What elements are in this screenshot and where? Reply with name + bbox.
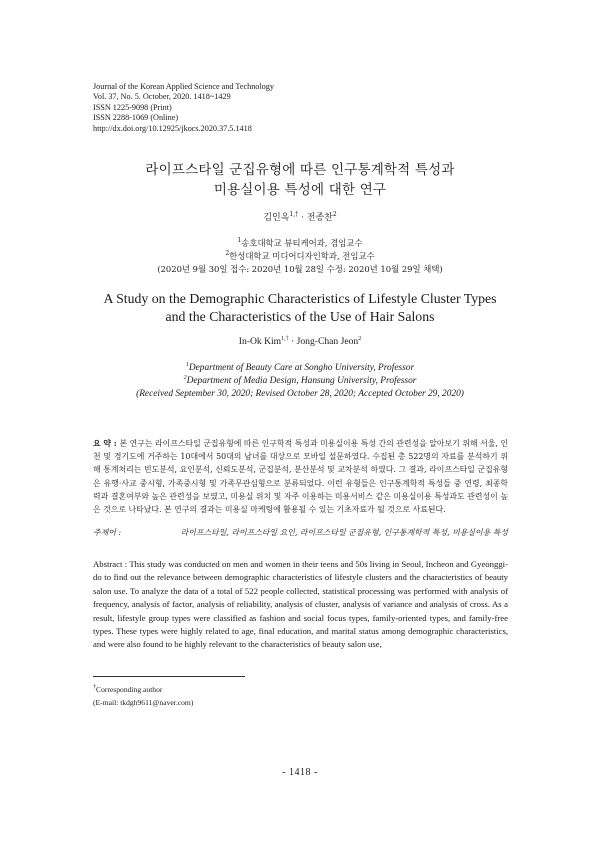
english-abstract [93, 558, 508, 652]
english-affil2 [40, 375, 560, 388]
journal-volume: Vol. 37, No. 5. October, 2020. 1418~1429 [93, 92, 231, 102]
korean-dates: (2020년 9월 30일 접수: 2020년 10월 28일 수정: 2020년 10월 29일 채택) [157, 264, 443, 274]
english-author1: In-Ok Kim [238, 336, 282, 347]
doi-link[interactable]: http://dx.doi.org/10.12925/jkocs.2020.37.5.1418 [93, 123, 252, 133]
english-affil2-sup: 2 [183, 374, 187, 381]
korean-authors [40, 210, 560, 223]
english-abstract-text: This study was conducted on men and women in their teens and 50s living in Seoul, Incheon and Gyeonggi-do to find out the relevance between demographic characteristics of lifestyle clusters and the characteristics of beauty salon use. To analyze the data of a total of 522 people collected, statistical processing was performed with analysis of frequency, analysis of factor, analysis of reliability, analysis of cluster, analysis of variance and analysis of cross. As a result, lifestyle group types were classified as fashion and social focus types, family-oriented types, and family-free types. These types were highly related to age, final education, and marital status among demographic characteristics, and were also found to be highly relevant to the characteristics of beauty salon use, [93, 559, 508, 650]
korean-title-line2: 미용실이용 특성에 대한 연구 [213, 182, 387, 198]
author-separator: · [298, 213, 307, 223]
issn-online: ISSN 2288-1069 (Online) [93, 113, 179, 123]
english-author2: Jong-Chan Jeon [296, 336, 359, 347]
korean-author1-sup: 1,† [289, 211, 299, 218]
korean-affil2 [40, 250, 560, 263]
korean-keywords [93, 527, 508, 538]
english-author-separator: · [288, 336, 297, 347]
korean-abstract-text: 본 연구는 라이프스타일 군집유형에 따른 인구학적 특성과 미용실이용 특성 간의 관련성을 알아보기 위해 서울, 인천 및 경기도에 거주하는 10대에서 50대의 남녀를 대상으로 모바일 설문하였다. 수집된 총 522명의 자료를 분석하기 위해 통계처리는 빈도분석, 요인분석, 신뢰도분석, 군집분석, 분산분석 및 교차분석 하였다. 그 결과, 라이프스타일 군집유형은 유행·사교 중시형, 가족중시형 및 가족무관심형으로 분류되었다. 이런 유형들은 인구통계학적 특성들 중 연령, 최종학력과 결혼여부와 높은 관련성을 보였고, 미용실 위치 및 자주 이용하는 미용서비스 같은 미용실이용 특성과도 관련성이 높은 것으로 나타났다. 본 연구의 결과는 미용실 마케팅에 활용될 수 있는 기초자료가 될 것으로 사료된다. [93, 439, 508, 515]
korean-affiliations [40, 237, 560, 276]
keywords-label: 주제어 : [93, 528, 122, 537]
english-affil1-sup: 1 [185, 361, 189, 368]
korean-author1: 김인옥 [263, 213, 290, 223]
korean-author2-sup: 2 [332, 211, 337, 218]
footnote [93, 683, 193, 709]
korean-affil1-text: 송호대학교 뷰티케어과, 겸임교수 [241, 238, 363, 248]
english-author2-sup: 2 [358, 335, 362, 342]
korean-abstract [93, 437, 508, 516]
english-affil1-text: Department of Beauty Care at Songho University, Professor [188, 363, 415, 373]
korean-title-line1: 라이프스타일 군집유형에 따른 인구통계학적 특성과 [145, 162, 455, 178]
journal-header [93, 82, 274, 134]
keywords-text: 라이프스타일, 라이프스타일 요인, 라이프스타일 군집유형, 인구통계학적 특성, 미용실이용 특성 [180, 528, 508, 537]
footnote-line1: Corresponding author [96, 685, 163, 694]
english-authors [40, 336, 560, 347]
english-affil2-text: Department of Media Design, Hansung University, Professor [186, 376, 417, 386]
footnote-divider [93, 676, 245, 677]
korean-affil1-sup: 1 [237, 237, 242, 245]
page-number: - 1418 - [282, 767, 318, 778]
footnote-mark: † [93, 684, 96, 691]
english-author1-sup: 1,† [281, 335, 289, 342]
korean-affil2-sup: 2 [225, 250, 230, 258]
korean-title [40, 160, 560, 200]
korean-abstract-label: 요 약 : [93, 439, 120, 448]
english-affiliations [40, 362, 560, 401]
korean-affil2-text: 한성대학교 미디어디자인학과, 전임교수 [229, 251, 375, 261]
footnote-corresponding [93, 683, 193, 696]
english-affil1 [40, 362, 560, 375]
korean-author2: 전종찬 [306, 213, 333, 223]
english-dates: (Received September 30, 2020; Revised October 28, 2020; Accepted October 29, 2020) [136, 389, 464, 399]
english-title [40, 290, 560, 326]
footnote-email: (E-mail: tkdgh9611@naver.com) [93, 698, 194, 707]
english-abstract-label: Abstract : [93, 559, 130, 569]
issn-print: ISSN 1225-9098 (Print) [93, 102, 172, 112]
journal-name: Journal of the Korean Applied Science and Technology [93, 82, 274, 91]
english-title-line2: and the Characteristics of the Use of Hair Salons [165, 309, 435, 324]
english-title-line1: A Study on the Demographic Characteristics of Lifestyle Cluster Types [103, 291, 497, 306]
korean-affil1 [40, 237, 560, 250]
